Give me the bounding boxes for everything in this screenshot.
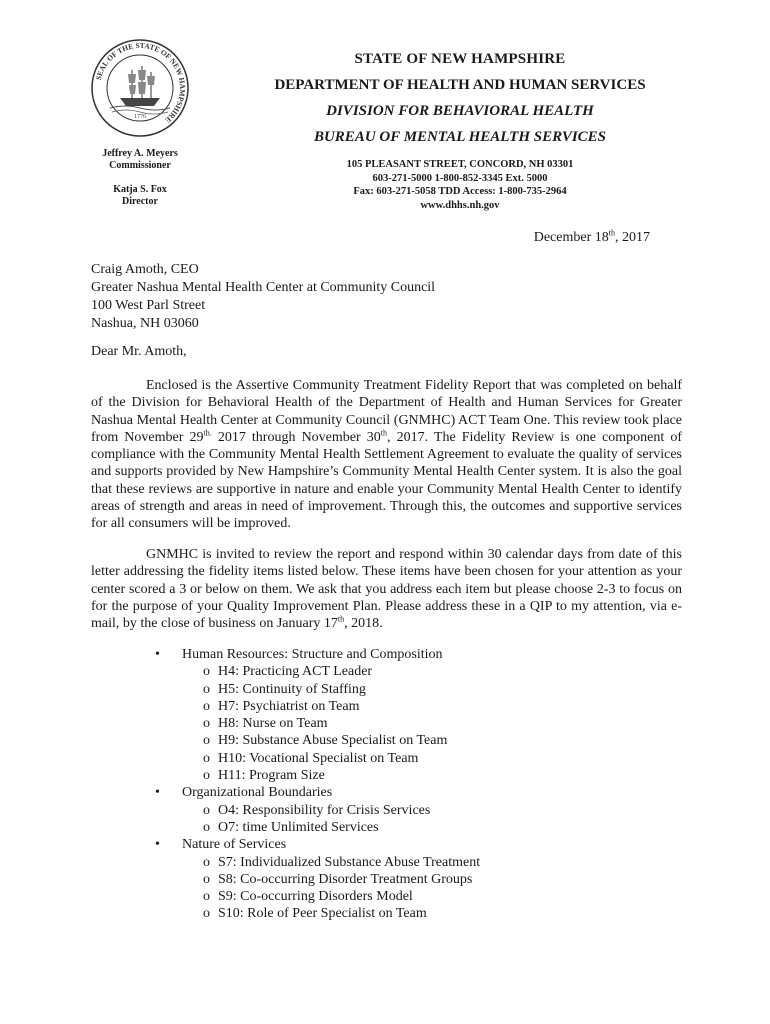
state-seal: [90, 38, 190, 138]
bullet-icon: •: [155, 647, 160, 662]
website: www.dhhs.nh.gov: [420, 199, 500, 211]
list-item: [155, 663, 480, 680]
bureau-heading: BUREAU OF MENTAL HEALTH SERVICES: [313, 129, 607, 145]
address-line: 105 PLEASANT STREET, CONCORD, NH 03301: [346, 159, 574, 170]
list-item-label: H9: Substance Abuse Specialist on Team: [218, 733, 448, 749]
bullet-icon: •: [155, 837, 160, 853]
list-category: [155, 784, 480, 801]
list-item-label: H8: Nurse on Team: [218, 716, 328, 732]
list-item: [155, 905, 480, 922]
circle-bullet-icon: o: [203, 664, 210, 680]
commissioner-title: Commissioner: [109, 160, 171, 171]
list-item-label: H11: Program Size: [218, 768, 325, 784]
director-name: Katja S. Fox: [113, 184, 167, 195]
recipient-city: Nashua, NH 03060: [91, 316, 199, 331]
phone-line: 603-271-5000 1-800-852-3345 Ext. 5000: [372, 172, 548, 184]
commissioner-name: Jeffrey A. Meyers: [102, 148, 178, 159]
circle-bullet-icon: o: [203, 768, 210, 784]
list-item-label: O4: Responsibility for Crisis Services: [218, 802, 431, 818]
category-label: Human Resources: Structure and Composition: [182, 647, 443, 662]
officials-block: [80, 148, 200, 208]
circle-bullet-icon: o: [203, 750, 210, 766]
category-label: Nature of Services: [182, 837, 287, 853]
recipient-org: Greater Nashua Mental Health Center at Community Council: [91, 280, 436, 295]
seal-year: 1776: [134, 114, 146, 120]
list-item-label: H5: Continuity of Staffing: [218, 681, 366, 697]
contact-block: [230, 158, 690, 212]
list-item: [155, 871, 480, 888]
list-item-label: S7: Individualized Substance Abuse Treatment: [218, 854, 481, 870]
bullet-icon: •: [155, 785, 160, 801]
list-item: [155, 750, 480, 767]
seal-text: SEAL OF THE STATE OF NEW HAMPSHIRE: [93, 40, 188, 125]
division-heading: DIVISION FOR BEHAVIORAL HEALTH: [326, 103, 594, 119]
department-heading: DEPARTMENT OF HEALTH AND HUMAN SERVICES: [274, 77, 646, 93]
fax-line: Fax: 603-271-5058 TDD Access: 1-800-735-2964: [353, 186, 567, 197]
letter-date: December 18th, 2017: [533, 228, 650, 245]
recipient-name: Craig Amoth, CEO: [91, 262, 199, 277]
state-heading: STATE OF NEW HAMPSHIRE: [354, 51, 566, 67]
list-item: [155, 819, 480, 836]
circle-bullet-icon: o: [203, 733, 210, 749]
circle-bullet-icon: o: [203, 716, 210, 732]
list-item: [155, 888, 480, 905]
salutation: Dear Mr. Amoth,: [91, 344, 187, 359]
circle-bullet-icon: o: [203, 889, 210, 905]
list-item: [155, 698, 480, 715]
director-title: Director: [122, 196, 158, 207]
list-category: [155, 836, 480, 853]
list-item: [155, 802, 480, 819]
circle-bullet-icon: o: [203, 854, 210, 870]
circle-bullet-icon: o: [203, 871, 210, 887]
recipient-street: 100 West Parl Street: [91, 298, 206, 313]
list-item-label: H4: Practicing ACT Leader: [218, 664, 373, 680]
list-item-label: H10: Vocational Specialist on Team: [218, 750, 419, 766]
circle-bullet-icon: o: [203, 906, 210, 922]
list-item: [155, 715, 480, 732]
circle-bullet-icon: o: [203, 681, 210, 697]
list-item: [155, 767, 480, 784]
body-paragraph-1: Enclosed is the Assertive Community Treatment Fidelity Report that was completed on behalf of the Division for Behavioral Health of the Department of Health and Human Services for Greater Nashua Mental Health Center at Community Council (GNMHC) ACT Team One. This review took place from November $29^{th.}$ 2017 through November 30th, 2017. The Fidelity Review is one component of compliance with the Community Mental Health Settlement Agreement to evaluate the quality of services and supports provided by New Hampshire’s Community Mental Health Center system. It is also the goal that these reviews are supportive in nature and enable your Community Mental Health Center to identify areas of strength and areas in need of improvement. Through this, the outcomes and supportive services for all consumers will be improved.: [91, 378, 682, 532]
list-item-label: H7: Psychiatrist on Team: [218, 698, 360, 714]
list-item-label: S9: Co-occurring Disorders Model: [218, 889, 413, 905]
list-item: [155, 854, 480, 871]
list-category: [155, 646, 480, 663]
body-paragraph-2: GNMHC is invited to review the report and respond within 30 calendar days from date of this letter addressing the fidelity items listed below. These items have been chosen for your attention as your center scored a 3 or below on them. We ask that you address each item but please choose 2-3 to focus on for the purpose of your Quality Improvement Plan. Please address these in a QIP to my attention, via e-mail, by the close of business on January 17th, 2018.: [91, 547, 682, 632]
recipient-block: [91, 261, 435, 333]
circle-bullet-icon: o: [203, 802, 210, 818]
list-item-label: O7: time Unlimited Services: [218, 819, 379, 835]
list-item: [155, 732, 480, 749]
circle-bullet-icon: o: [203, 698, 210, 714]
list-item-label: S10: Role of Peer Specialist on Team: [218, 906, 427, 922]
list-item-label: S8: Co-occurring Disorder Treatment Groups: [218, 871, 473, 887]
list-item: [155, 681, 480, 698]
circle-bullet-icon: o: [203, 819, 210, 835]
fidelity-items-list: [155, 646, 480, 923]
category-label: Organizational Boundaries: [182, 785, 333, 801]
